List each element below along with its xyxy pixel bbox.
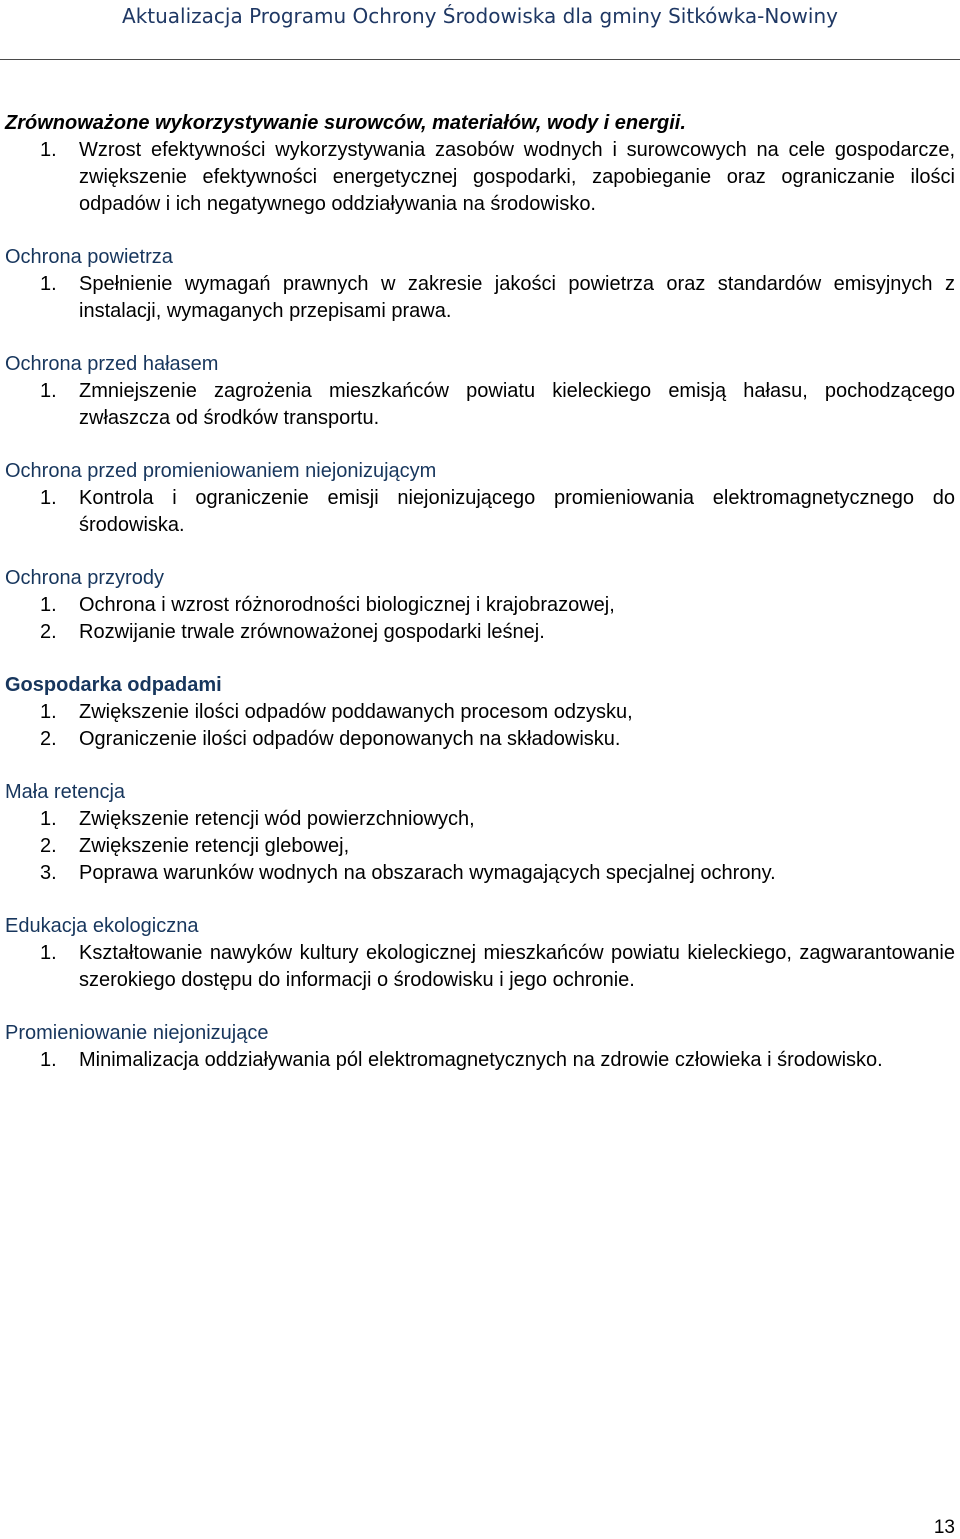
- page-header: [0, 0, 960, 60]
- list-item-text: Poprawa warunków wodnych na obszarach wymagających specjalnej ochrony.: [79, 862, 776, 884]
- list-item-text: Ochrona i wzrost różnorodności biologicznej i krajobrazowej,: [79, 594, 615, 616]
- list-item: [5, 699, 955, 726]
- list-item: [5, 833, 955, 860]
- list-item-number: 1.: [40, 380, 57, 402]
- intro-block: [5, 110, 955, 218]
- document-body: [5, 110, 955, 1074]
- list-item-text: Wzrost efektywności wykorzystywania zasobów wodnych i surowcowych na cele gospodarcze, zwiększenie efektywności energetycznej gospodarki, zapobieganie oraz ograniczanie ilości odpadów i ich negatywnego oddziaływania na środowisko.: [79, 139, 955, 215]
- list-item-text: Zwiększenie ilości odpadów poddawanych procesom odzysku,: [79, 701, 633, 723]
- list-item: [5, 271, 955, 325]
- list-item-number: 1.: [40, 139, 57, 161]
- section-ochrona-powietrza: [5, 244, 955, 325]
- section-ochrona-przyrody: [5, 565, 955, 646]
- section-title: Mała retencja: [5, 781, 126, 803]
- goal-list: [5, 378, 955, 432]
- list-item-text: Minimalizacja oddziaływania pól elektromagnetycznych na zdrowie człowieka i środowisko.: [79, 1049, 883, 1071]
- goal-list: [5, 940, 955, 994]
- section-ochrona-przed-promieniowaniem: [5, 458, 955, 539]
- intro-goal-list: [5, 137, 955, 218]
- goal-list: [5, 592, 955, 646]
- goal-list: [5, 699, 955, 753]
- list-item-text: Spełnienie wymagań prawnych w zakresie jakości powietrza oraz standardów emisyjnych z instalacji, wymaganych przepisami prawa.: [79, 273, 955, 322]
- list-item: [5, 485, 955, 539]
- list-item-text: Ograniczenie ilości odpadów deponowanych na składowisku.: [79, 728, 621, 750]
- section-title: Edukacja ekologiczna: [5, 915, 199, 937]
- list-item-number: 1.: [40, 1049, 57, 1071]
- list-item: [5, 592, 955, 619]
- list-item-text: Kształtowanie nawyków kultury ekologicznej mieszkańców powiatu kieleckiego, zagwarantowanie szerokiego dostępu do informacji o środowisku i jego ochronie.: [79, 942, 955, 991]
- list-item-number: 1.: [40, 942, 57, 964]
- section-title: Ochrona przed hałasem: [5, 353, 219, 375]
- list-item-text: Zwiększenie retencji glebowej,: [79, 835, 350, 857]
- goal-list: [5, 485, 955, 539]
- list-item: [5, 726, 955, 753]
- list-item-number: 2.: [40, 728, 57, 750]
- list-item-number: 1.: [40, 701, 57, 723]
- list-item: [5, 806, 955, 833]
- list-item: [5, 137, 955, 218]
- main-heading: Zrównoważone wykorzystywanie surowców, materiałów, wody i energii.: [5, 112, 686, 134]
- list-item-number: 1.: [40, 594, 57, 616]
- section-promieniowanie-niejonizujace: [5, 1020, 955, 1074]
- list-item-number: 2.: [40, 621, 57, 643]
- section-title: Ochrona powietrza: [5, 246, 173, 268]
- section-title: Gospodarka odpadami: [5, 674, 222, 696]
- section-gospodarka-odpadami: [5, 672, 955, 753]
- list-item-number: 1.: [40, 487, 57, 509]
- section-title: Ochrona przed promieniowaniem niejonizującym: [5, 460, 437, 482]
- list-item-number: 1.: [40, 273, 57, 295]
- list-item-text: Zwiększenie retencji wód powierzchniowych,: [79, 808, 475, 830]
- list-item-number: 2.: [40, 835, 57, 857]
- list-item: [5, 619, 955, 646]
- section-title: Ochrona przyrody: [5, 567, 164, 589]
- list-item: [5, 860, 955, 887]
- goal-list: [5, 1047, 955, 1074]
- list-item-text: Rozwijanie trwale zrównoważonej gospodarki leśnej.: [79, 621, 545, 643]
- goal-list: [5, 806, 955, 887]
- header-divider: [0, 59, 960, 60]
- section-mala-retencja: [5, 779, 955, 887]
- page-number: 13: [933, 1517, 955, 1538]
- section-ochrona-przed-halasem: [5, 351, 955, 432]
- list-item-number: 3.: [40, 862, 57, 884]
- section-title: Promieniowanie niejonizujące: [5, 1022, 269, 1044]
- list-item: [5, 940, 955, 994]
- goal-list: [5, 271, 955, 325]
- list-item-text: Kontrola i ograniczenie emisji niejonizującego promieniowania elektromagnetycznego do środowiska.: [79, 487, 955, 536]
- section-edukacja-ekologiczna: [5, 913, 955, 994]
- list-item: [5, 378, 955, 432]
- header-title: Aktualizacja Programu Ochrony Środowiska dla gminy Sitkówka-Nowiny: [122, 4, 838, 28]
- list-item-number: 1.: [40, 808, 57, 830]
- list-item: [5, 1047, 955, 1074]
- list-item-text: Zmniejszenie zagrożenia mieszkańców powiatu kieleckiego emisją hałasu, pochodzącego zwłaszcza od środków transportu.: [79, 380, 955, 429]
